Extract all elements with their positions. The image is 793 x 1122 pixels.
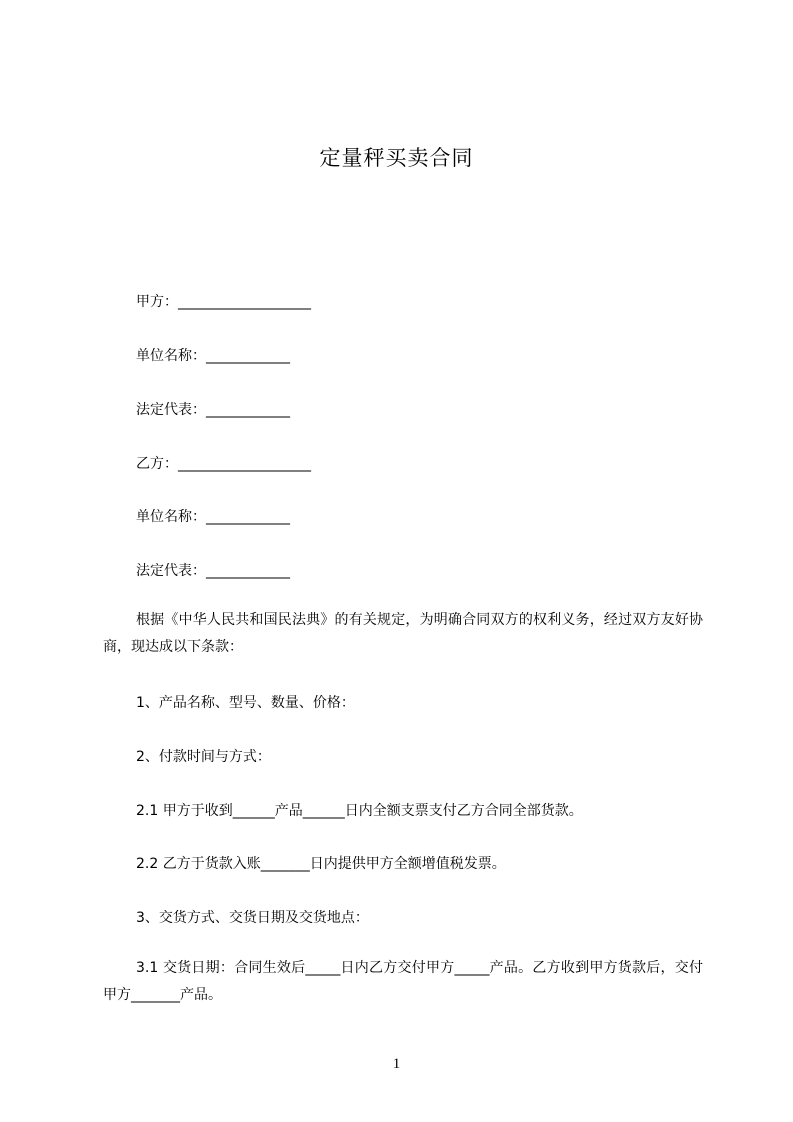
- page-number: 1: [392, 1056, 401, 1072]
- document-title: 定量秤买卖合同: [319, 146, 474, 170]
- clause-2-heading: 2、付款时间与方式：: [136, 749, 271, 765]
- party-a-line: 甲方：___________________: [136, 294, 311, 310]
- clause-1-heading: 1、产品名称、型号、数量、价格：: [136, 695, 355, 711]
- party-a-rep-line: 法定代表：____________: [136, 402, 290, 418]
- party-b-unit-line: 单位名称：____________: [136, 509, 290, 525]
- intro-paragraph: 根据《中华人民共和国民法典》的有关规定，为明确合同双方的权利义务，经过双方友好协商，现达成以下条款：: [103, 612, 703, 655]
- party-b-rep-line: 法定代表：____________: [136, 563, 290, 579]
- clause-2-2: 2.2 乙方于货款入账_______日内提供甲方全额增值税发票。: [136, 856, 506, 872]
- clause-3-heading: 3、交货方式、交货日期及交货地点：: [136, 910, 369, 926]
- clause-3-1: 3.1 交货日期：合同生效后_____日内乙方交付甲方_____产品。乙方收到甲方货款后，交付甲方_______产品。: [103, 960, 703, 1003]
- party-a-unit-line: 单位名称：____________: [136, 348, 290, 364]
- clause-2-1: 2.1 甲方于收到______产品______日内全额支票支付乙方合同全部货款。: [136, 803, 583, 819]
- party-b-line: 乙方：___________________: [136, 456, 311, 472]
